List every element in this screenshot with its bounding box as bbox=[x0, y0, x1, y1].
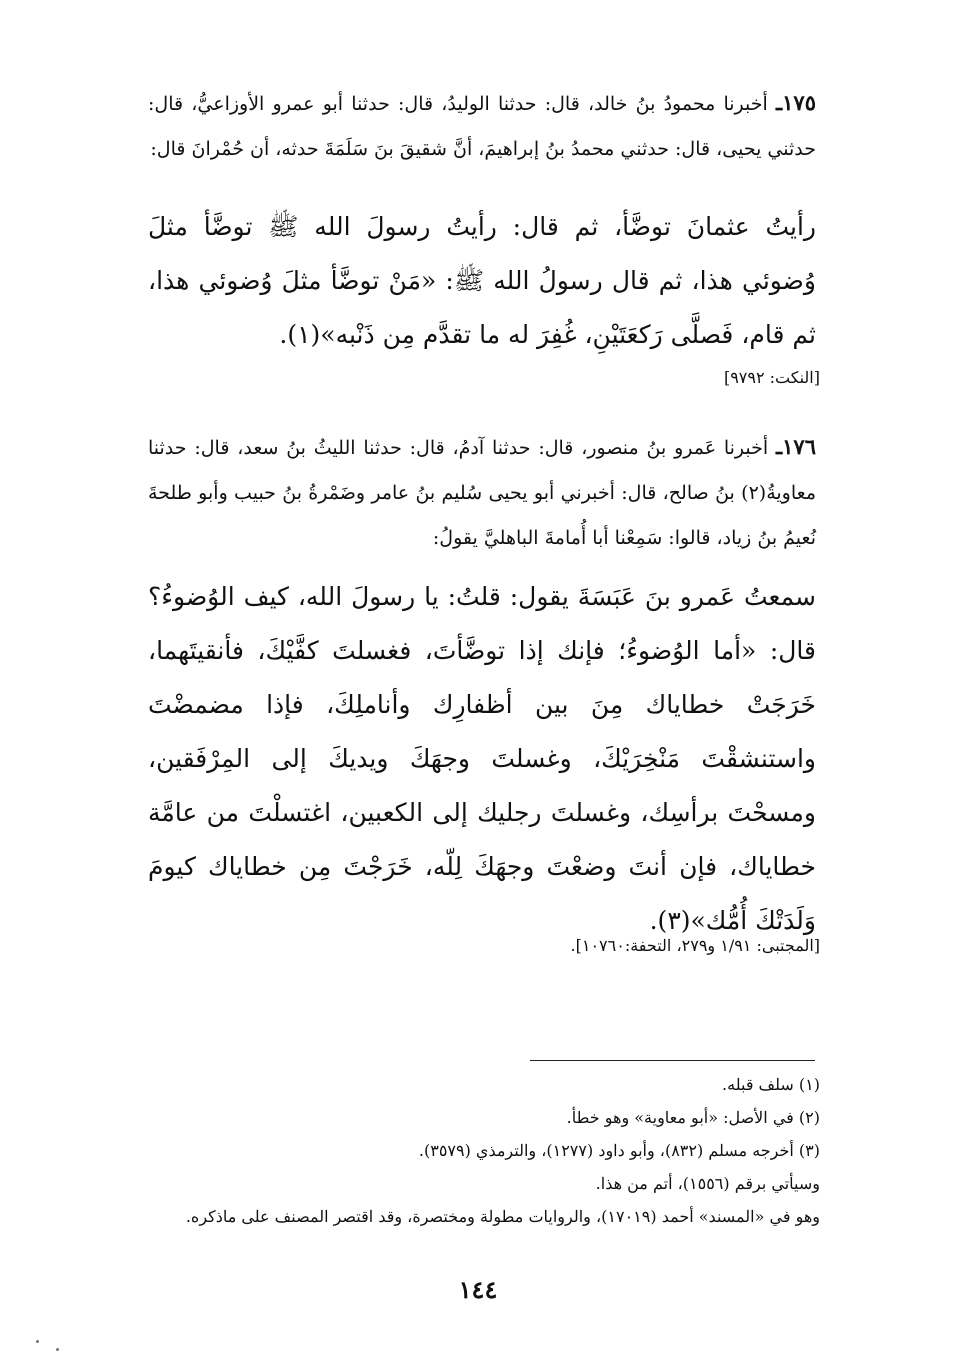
hadith-175-isnad-text: أخبرنا محمودُ بنُ خالد، قال: حدثنا الوليدُ، قال: حدثنا أبو عمرو الأوزاعيُّ، قال: حدثني يحيى، قال: حدثني محمدُ بنُ إبراهيمَ، أنَّ شقيقَ بنَ سَلَمَةَ حدثه، أن حُمْرانَ قال: bbox=[148, 93, 816, 160]
hadith-176-number: ١٧٦ـ bbox=[776, 434, 816, 459]
footnote-separator bbox=[530, 1060, 815, 1061]
hadith-176-isnad bbox=[148, 424, 816, 561]
scan-speck bbox=[56, 1348, 59, 1351]
hadith-176-reference: [المجتبى: ١/٩١ و٢٧٩، التحفة:١٠٧٦٠]. bbox=[570, 936, 820, 955]
hadith-175-number: ١٧٥ـ bbox=[776, 90, 816, 115]
hadith-175-matn: رأيتُ عثمانَ توضَّأ، ثم قال: رأيتُ رسولَ الله ﷺ توضَّأ مثلَ وُضوئي هذا، ثم قال رسولُ الله ﷺ: «مَنْ توضَّأ مثلَ وُضوئي هذا، ثم قام، فَصلَّى رَكعَتَيْنِ، غُفِرَ له ما تقدَّم مِن ذَنْبه»(١). bbox=[148, 212, 816, 349]
hadith-175-isnad bbox=[148, 80, 816, 172]
hadith-176-isnad-text: أخبرنا عَمرو بنُ منصور، قال: حدثنا آدمُ، قال: حدثنا الليثُ بنُ سعد، قال: حدثنا معاويةُ(٢) بنُ صالح، قال: أخبرني أبو يحيى سُليم بنُ عامر وضَمْرةُ بنُ حبيب وأبو طلحةَ نُعيمُ بنُ زياد، قالوا: سَمِعْنا أبا أُمامةَ الباهليَّ يقولُ: bbox=[148, 437, 816, 549]
footnotes bbox=[140, 1068, 820, 1233]
footnote-2: (٢) في الأصل: «أبو معاوية» وهو خطأ. bbox=[566, 1108, 820, 1127]
footnote-3-continued: وسيأتي برقم (١٥٥٦)، أتم من هذا. bbox=[595, 1174, 820, 1193]
page-number: ١٤٤ bbox=[458, 1275, 498, 1304]
footnote-3-note: وهو في «المسند» أحمد (١٧٠١٩)، والروايات مطولة ومختصرة، وقد اقتصر المصنف على ماذكره. bbox=[185, 1207, 820, 1226]
footnote-1: (١) سلف قبله. bbox=[722, 1075, 820, 1094]
hadith-175-reference: [النكت: ٩٧٩٢] bbox=[723, 368, 820, 387]
hadith-176-matn: سمعتُ عَمرو بنَ عَبَسَةَ يقول: قلتُ: يا رسولَ الله، كيف الوُضوءُ؟ قال: «أما الوُضوءُ؛ فإنك إذا توضَّأتَ، فغسلتَ كفَّيْكَ، فأنقيتَهما، خَرَجَتْ خطاياك مِنَ بين أظفارِك وأناملِكَ، فإذا مضمضْتَ واستنشقْتَ مَنْخِرَيْكَ، وغسلتَ وجهَكَ ويديكَ إلى المِرْفَقين، ومسحْتَ برأسِك، وغسلتَ رجليك إلى الكعبين، اغتسلْتَ من عامَّة خطاياك، فإن أنتَ وضعْتَ وجهَكَ لِلّه، خَرَجْتَ مِن خطاياك كيومَ وَلَدَتْكَ أُمُّك»(٣). bbox=[148, 582, 816, 935]
scan-speck bbox=[36, 1340, 39, 1343]
footnote-3: (٣) أخرجه مسلم (٨٣٢)، وأبو داود (١٢٧٧)، والترمذي (٣٥٧٩). bbox=[418, 1141, 820, 1160]
